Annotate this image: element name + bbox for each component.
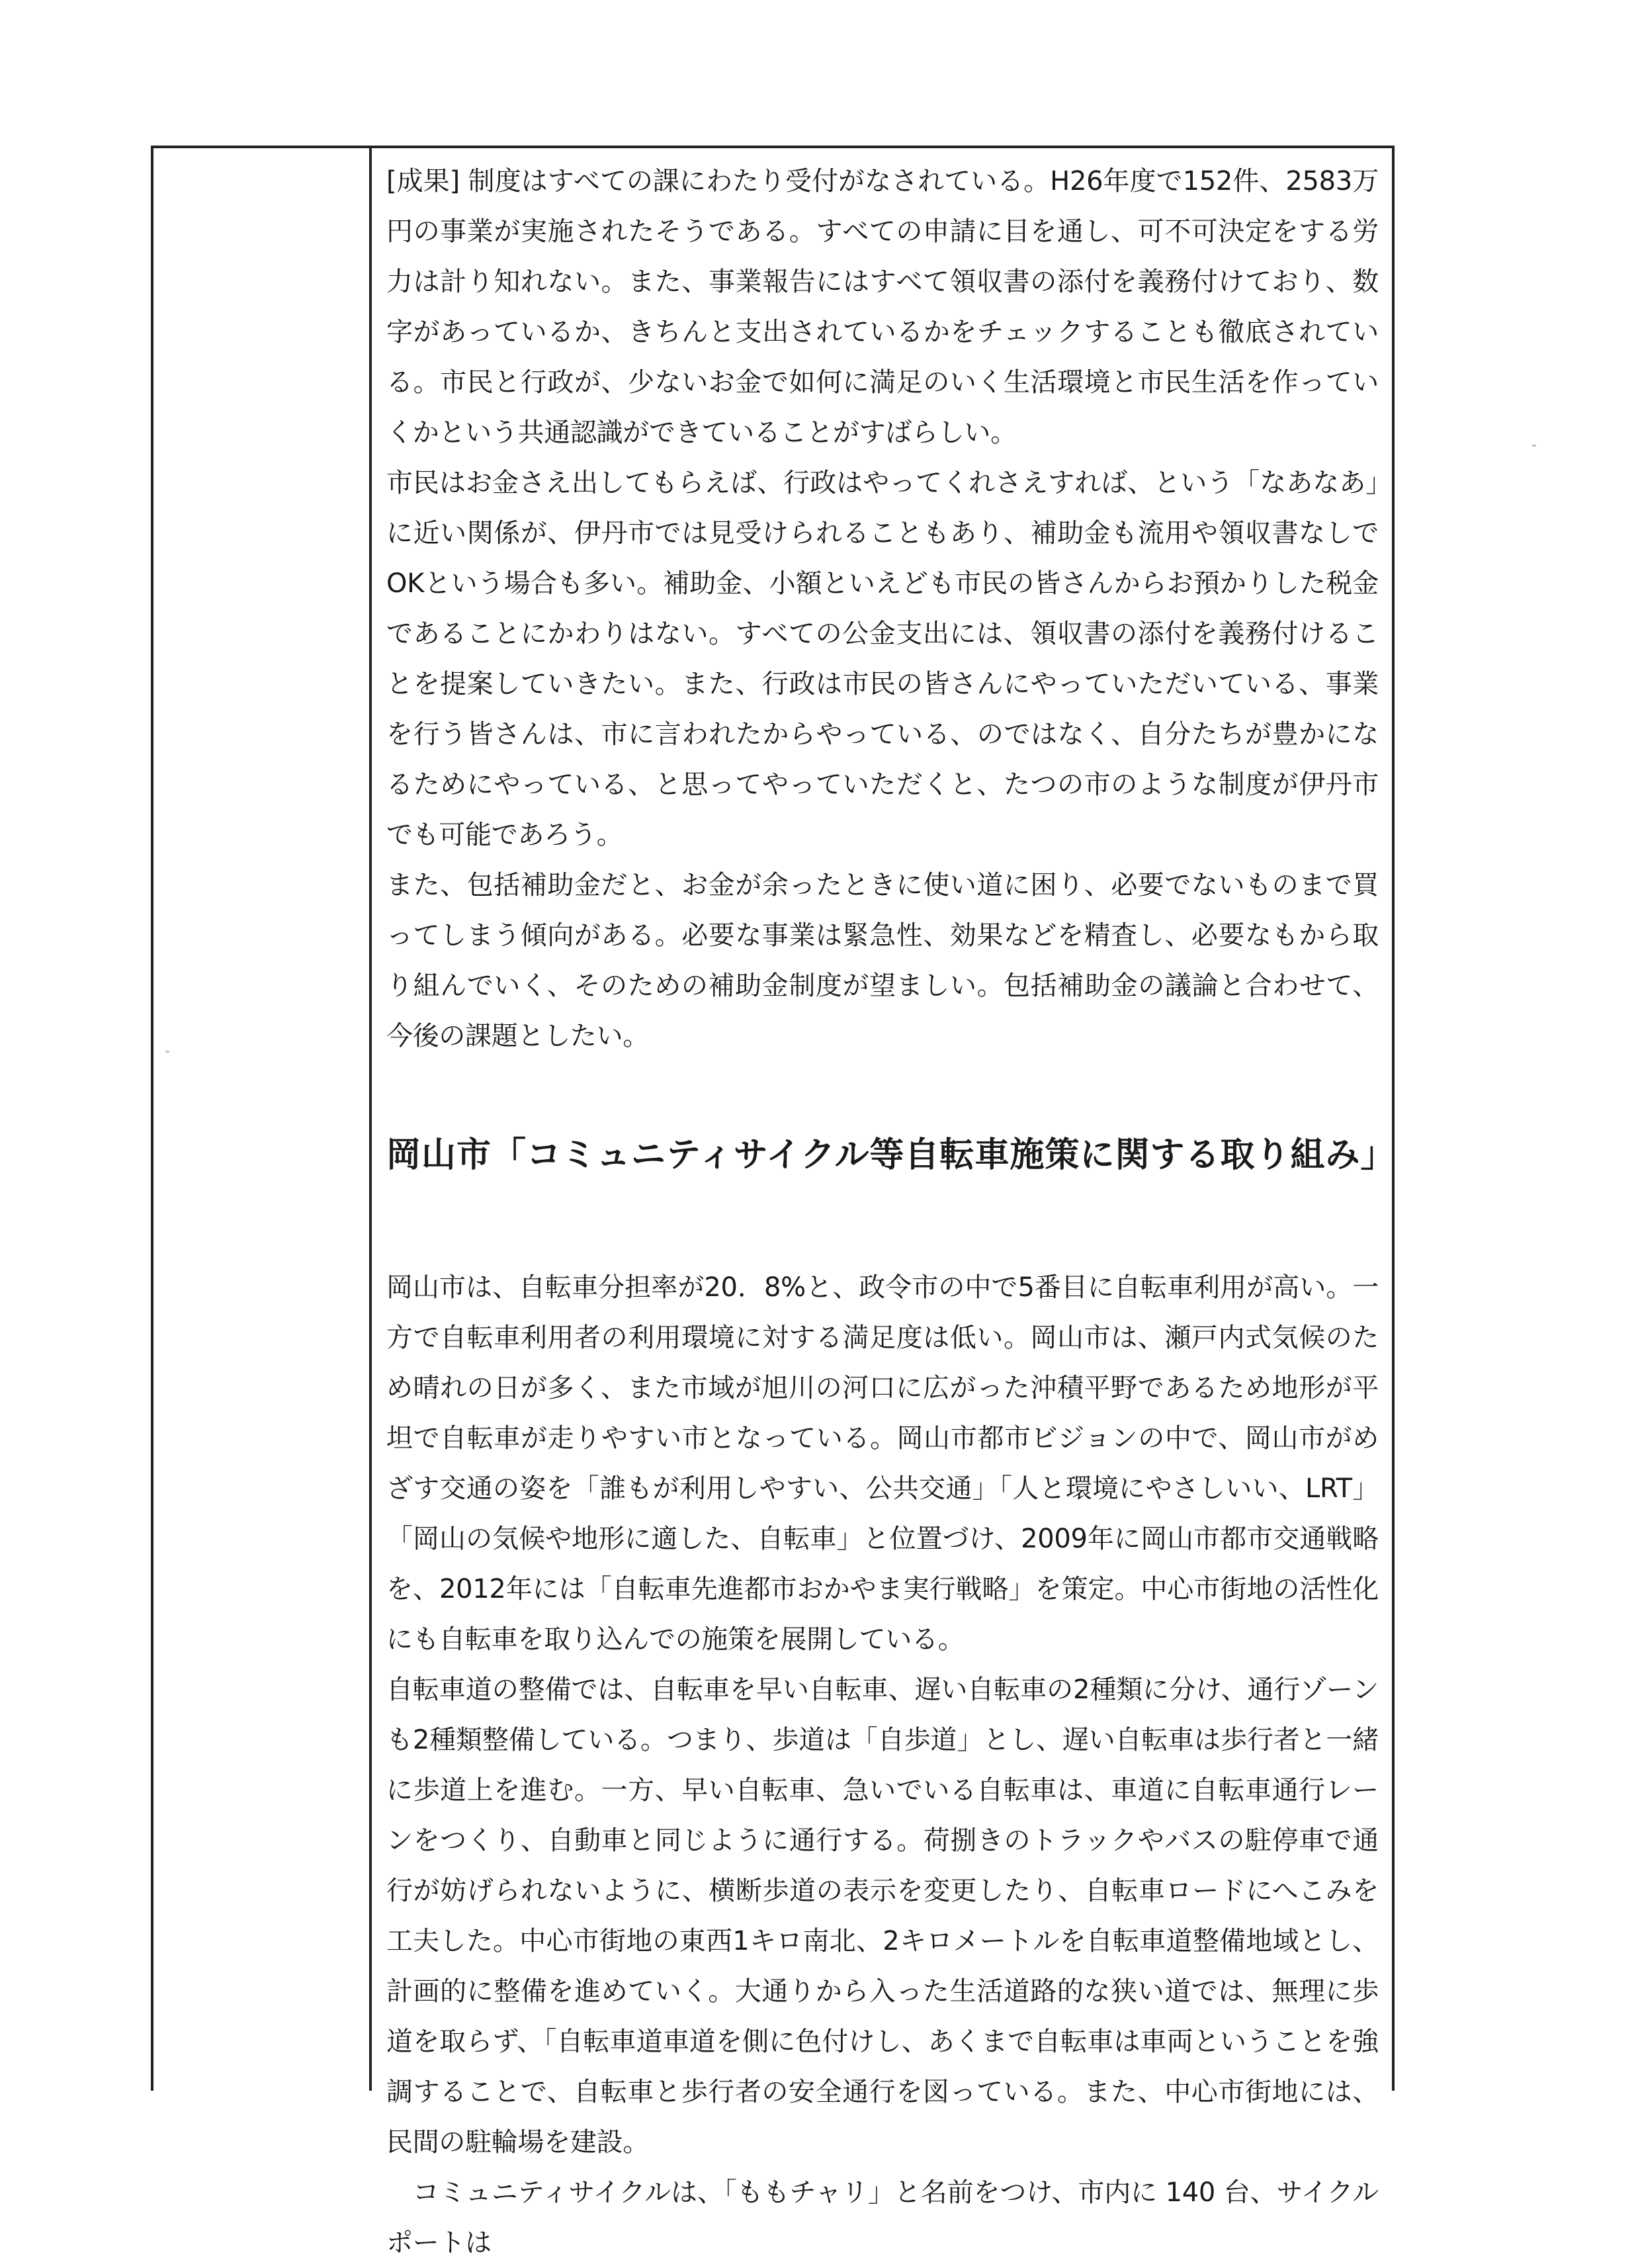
paragraph-subsidy-issue: また、包括補助金だと、お金が余ったときに使い道に困り、必要でないものまで買ってしまう傾向がある。必要な事業は緊急性、効果などを精査し、必要なもから取り組んでいく、そのための補助金制度が望ましい。包括補助金の議論と合わせて、今後の課題としたい。 [386, 870, 1379, 1051]
title-spacer [386, 1201, 1379, 1262]
paragraph-community-cycle: コミュニティサイクルは、「ももチャリ」と名前をつけ、市内に 140 台、サイクルポートは [386, 2177, 1379, 2258]
paragraph-bike-lanes: 自転車道の整備では、自転車を早い自転車、遅い自転車の2種類に分け、通行ゾーンも2種類整備している。つまり、歩道は「自歩道」とし、遅い自転車は歩行者と一緒に歩道上を進む。一方、早い自転車、急いでいる自転車は、車道に自転車通行レーンをつくり、自動車と同じように通行する。荷捌きのトラックやバスの駐停車で通行が妨げられないように、横断歩道の表示を変更したり、自転車ロードにへこみを工夫した。中心市街地の東西1キロ南北、2キロメートルを自転車道整備地域とし、計画的に整備を進めていく。大通りから入った生活道路的な狭い道では、無理に歩道を取らず、「自転車道車道を側に色付けし、あくまで自転車は車両ということを強調することで、自転車と歩行者の安全通行を図っている。また、中心市街地には、民間の駐輪場を建設。 [386, 1675, 1379, 2158]
paragraph-okayama-overview: 岡山市は、自転車分担率が20．8%と、政令市の中で5番目に自転車利用が高い。一方で自転車利用者の利用環境に対する満足度は低い。岡山市は、瀬戸内式気候のため晴れの日が多く、また市域が旭川の河口に広がった沖積平野であるため地形が平坦で自転車が走りやすい市となっている。岡山市都市ビジョンの中で、岡山市がめざす交通の姿を「誰もが利用しやすい、公共交通」「人と環境にやさしいい、LRT」「岡山の気候や地形に適した、自転車」と位置づけ、2009年に岡山市都市交通戦略を、2012年には「自転車先進都市おかやま実行戦略」を策定。中心市街地の活性化にも自転車を取り込んでの施策を展開している。 [386, 1272, 1379, 1655]
section-title: 岡山市「コミュニティサイクル等自転車施策に関する取り組み」 [386, 1135, 1396, 1175]
content-cell [374, 148, 1396, 2258]
category-cell [153, 148, 372, 2091]
paragraph-results: [成果] 制度はすべての課にわたり受付がなされている。H26年度で152件、2583万円の事業が実施されたそうである。すべての申請に目を通し、可不可決定をする労力は計り知れない。また、事業報告にはすべて領収書の添付を義務付けており、数字があっているか、きちんと支出されているかをチェックすることも徹底されている。市民と行政が、少ないお金で如何に満足のいく生活環境と市民生活を作っていくかという共通認識ができていることがすばらしい。 [386, 166, 1379, 448]
report-table [151, 146, 1396, 2258]
paragraph-itami-comparison: 市民はお金さえ出してもらえば、行政はやってくれさえすれば、という「なあなあ」に近い関係が、伊丹市では見受けられることもあり、補助金も流用や領収書なしでOKという場合も多い。補助金、小額といえども市民の皆さんからお預かりした税金であることにかわりはない。すべての公金支出には、領収書の添付を義務付けることを提案していきたい。また、行政は市民の皆さんにやっていただいている、事業を行う皆さんは、市に言われたからやっている、のではなく、自分たちが豊かになるためにやっている、と思ってやっていただくと、たつの市のような制度が伊丹市でも可能であろう。 [386, 468, 1379, 850]
scan-speck [1532, 445, 1536, 447]
